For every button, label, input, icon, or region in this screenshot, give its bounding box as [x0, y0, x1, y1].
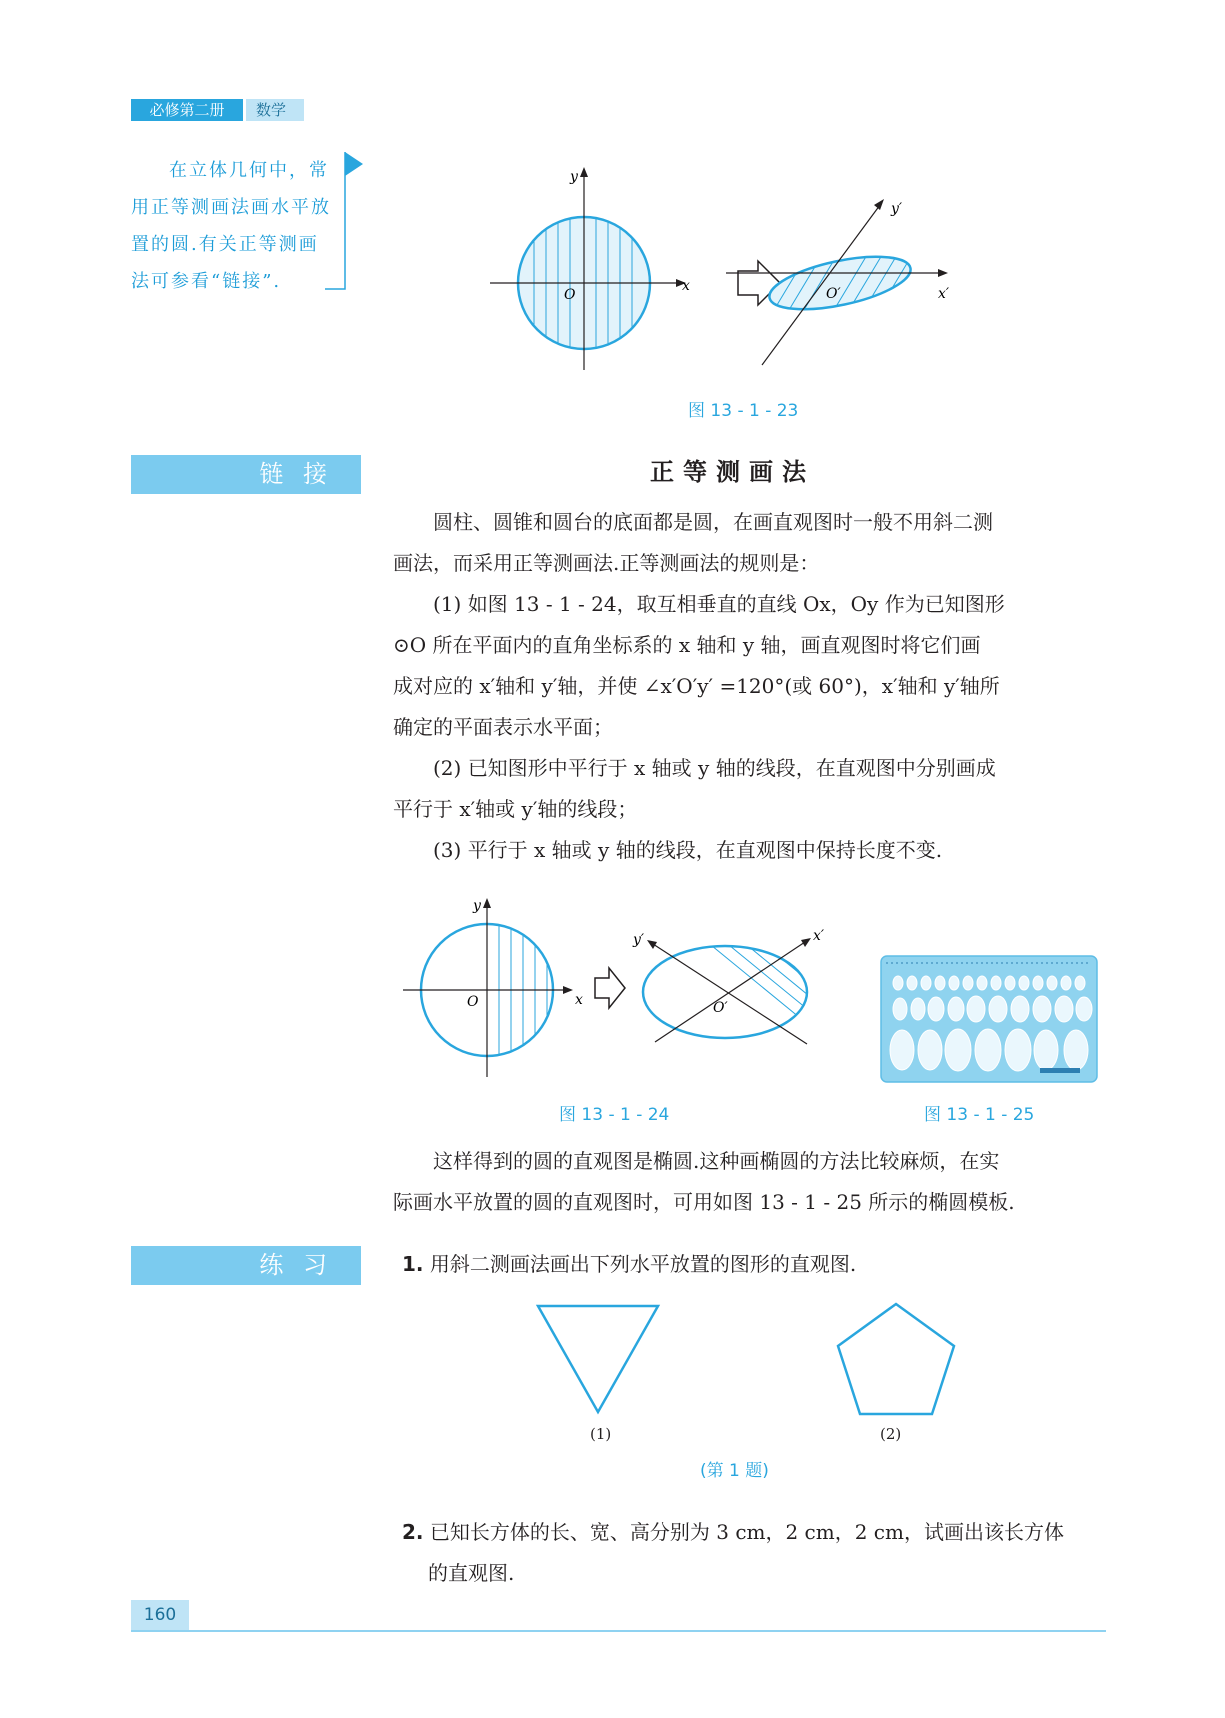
main-text — [393, 502, 1105, 871]
origin-label: O — [564, 287, 576, 303]
exercise-number: 2. — [402, 1520, 424, 1544]
conclusion-text — [393, 1141, 1105, 1223]
footer-rule — [131, 1630, 1106, 1632]
exercise-text: 用斜二测画法画出下列水平放置的图形的直观图. — [429, 1252, 857, 1276]
paragraph-line: 这样得到的圆的直观图是椭圆.这种画椭圆的方法比较麻烦，在实 — [433, 1149, 1000, 1173]
axis-label-y: y — [570, 169, 578, 185]
side-note — [131, 152, 331, 300]
origin-label: O — [467, 994, 479, 1010]
figure-13-1-23 — [480, 165, 1020, 380]
side-note-line: 在立体几何中，常 — [169, 160, 329, 181]
axis-label-x-prime: x′ — [938, 286, 950, 302]
axis-label-y-prime: y′ — [891, 201, 903, 217]
paragraph-line: (3) 平行于 x 轴或 y 轴的线段，在直观图中保持长度不变. — [433, 838, 943, 862]
pentagon-shape — [838, 1304, 954, 1414]
flag-icon — [345, 152, 363, 176]
paragraph-line: 平行于 x′轴或 y′轴的线段； — [393, 797, 638, 821]
paragraph-line: 画法，而采用正等测画法.正等测画法的规则是： — [393, 551, 820, 575]
exercise-2 — [402, 1512, 1112, 1594]
origin-prime-label: O′ — [713, 1000, 728, 1016]
side-note-line: 置的圆.有关正等测画 — [131, 234, 319, 255]
side-note-line: 用正等测画法画水平放 — [131, 197, 331, 218]
transform-arrow-icon — [595, 968, 625, 1008]
axis-label-y-prime: y′ — [633, 932, 645, 948]
figure-caption: 图 13 - 1 - 25 — [924, 1105, 1035, 1125]
axis-label-x-prime: x′ — [813, 928, 825, 944]
paragraph-line: (1) 如图 13 - 1 - 24，取互相垂直的直线 Ox，Oy 作为已知图形 — [433, 592, 1005, 616]
paragraph-line: 圆柱、圆锥和圆台的底面都是圆，在画直观图时一般不用斜二测 — [433, 510, 993, 534]
figure-caption: 图 13 - 1 - 24 — [559, 1105, 670, 1125]
exercise-1-figures — [530, 1298, 960, 1428]
paragraph-line: (2) 已知图形中平行于 x 轴或 y 轴的线段，在直观图中分别画成 — [433, 756, 996, 780]
page-number: 160 — [131, 1600, 189, 1630]
axis-label-y: y — [473, 898, 481, 914]
origin-prime-label: O′ — [826, 286, 841, 302]
link-section-bar: 链 接 — [131, 455, 361, 494]
triangle-shape — [538, 1306, 658, 1412]
paragraph-line: 际画水平放置的圆的直观图时，可用如图 13 - 1 - 25 所示的椭圆模板. — [393, 1190, 1015, 1214]
exercise-number: 1. — [402, 1252, 424, 1276]
exercise-text: 的直观图. — [428, 1561, 515, 1585]
axis-label-x: x — [682, 278, 690, 294]
exercise-caption: (第 1 题) — [700, 1461, 769, 1481]
paragraph-line: 成对应的 x′轴和 y′轴，并使 ∠x′O′y′ =120°(或 60°)，x′轴和 y′轴所 — [393, 674, 1000, 698]
practice-section-bar: 练 习 — [131, 1246, 361, 1285]
section-title: 正等测画法 — [650, 458, 815, 486]
subject-tag: 数学 — [246, 99, 304, 121]
figure-13-1-24 — [395, 892, 835, 1092]
side-note-line: 法可参看“链接”. — [131, 271, 282, 292]
ellipse-template-image — [880, 955, 1098, 1083]
book-title-tag: 必修第二册 — [131, 99, 243, 121]
side-note-bracket — [325, 152, 365, 292]
paragraph-line: 确定的平面表示水平面； — [393, 715, 613, 739]
figure-caption: 图 13 - 1 - 23 — [688, 401, 799, 421]
figure-sublabel: (2) — [880, 1425, 902, 1443]
figure-sublabel: (1) — [590, 1425, 612, 1443]
exercise-1 — [402, 1244, 1102, 1285]
paragraph-line: ⊙O 所在平面内的直角坐标系的 x 轴和 y 轴，画直观图时将它们画 — [393, 633, 981, 657]
exercise-text: 已知长方体的长、宽、高分别为 3 cm，2 cm，2 cm，试画出该长方体 — [429, 1520, 1064, 1544]
axis-label-x: x — [575, 992, 583, 1008]
